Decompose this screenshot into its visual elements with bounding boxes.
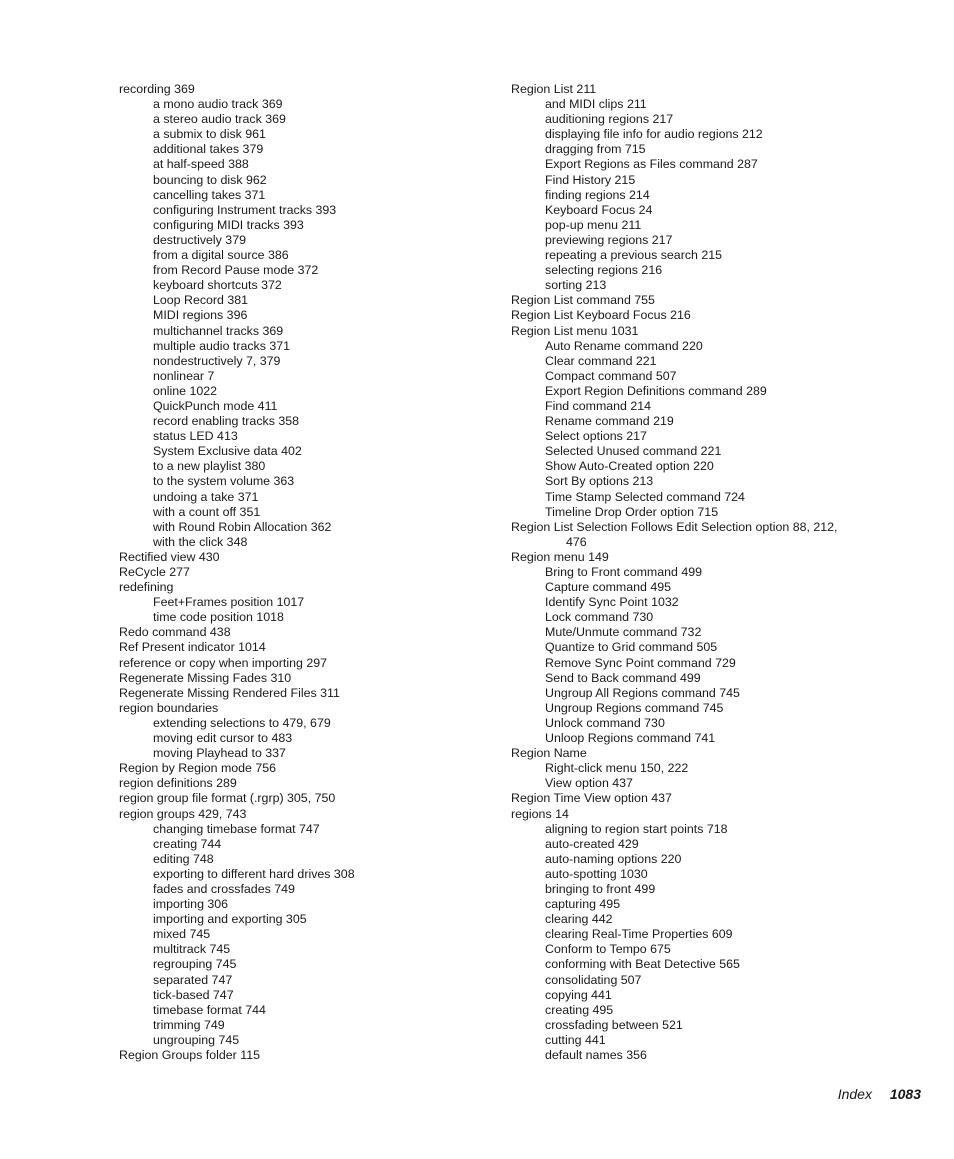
footer-section-label: Index: [837, 1086, 872, 1102]
index-subentry: QuickPunch mode 411: [153, 398, 278, 413]
index-subentry: with a count off 351: [153, 504, 261, 519]
index-subentry: a submix to disk 961: [153, 127, 266, 142]
index-subentry: mixed 745: [153, 927, 211, 942]
index-subentry: Identify Sync Point 1032: [545, 595, 679, 610]
index-entry: Region Groups folder 115: [119, 1048, 260, 1062]
index-subentry: with the click 348: [153, 534, 248, 549]
index-subentry: importing 306: [153, 897, 229, 912]
index-subentry: creating 744: [153, 836, 222, 851]
index-subentry: Selected Unused command 221: [545, 444, 722, 459]
index-subentry: a mono audio track 369: [153, 97, 283, 112]
index-subentry: auto-spotting 1030: [545, 866, 648, 881]
index-entry: recording 369: [119, 82, 195, 96]
index-subentry: creating 495: [545, 1002, 614, 1017]
index-subentry: auditioning regions 217: [545, 112, 674, 127]
index-subentry: to the system volume 363: [153, 474, 295, 489]
index-subentry: Feet+Frames position 1017: [153, 595, 305, 610]
index-subentry: previewing regions 217: [545, 232, 673, 247]
index-subentry: Ungroup All Regions command 745: [545, 685, 740, 700]
index-subentry: capturing 495: [545, 897, 621, 912]
index-subentry: from a digital source 386: [153, 248, 289, 263]
index-column-left: [119, 82, 509, 1063]
index-subentry: nonlinear 7: [153, 368, 215, 383]
index-subentry: destructively 379: [153, 232, 246, 247]
index-subentry: configuring MIDI tracks 393: [153, 217, 304, 232]
index-entry: ReCycle 277: [119, 565, 190, 579]
index-subentry: cutting 441: [545, 1032, 606, 1047]
index-subentry: keyboard shortcuts 372: [153, 278, 282, 293]
index-subentry: time code position 1018: [153, 610, 284, 625]
index-subentry: changing timebase format 747: [153, 821, 320, 836]
index-subentry: crossfading between 521: [545, 1017, 683, 1032]
index-subentry: Find command 214: [545, 398, 652, 413]
index-subentry: selecting regions 216: [545, 263, 663, 278]
index-subentry: Show Auto-Created option 220: [545, 459, 714, 474]
index-subentry: auto-naming options 220: [545, 851, 682, 866]
index-subentry: View option 437: [545, 776, 633, 791]
index-subentry: Loop Record 381: [153, 293, 249, 308]
index-subentry: Quantize to Grid command 505: [545, 640, 718, 655]
index-subentry: displaying file info for audio regions 212: [545, 127, 763, 142]
index-entry: Regenerate Missing Rendered Files 311: [119, 685, 340, 700]
index-subentry: Keyboard Focus 24: [545, 202, 653, 217]
index-subentry: dragging from 715: [545, 142, 646, 157]
index-subentry: Find History 215: [545, 172, 636, 187]
index-subentry: multitrack 745: [153, 942, 231, 957]
index-subentry: repeating a previous search 215: [545, 248, 723, 263]
index-entry: Region Time View option 437: [511, 791, 672, 806]
page-number: 1083: [889, 1086, 921, 1102]
index-subentry: at half-speed 388: [153, 157, 249, 172]
index-subentry: sorting 213: [545, 278, 607, 293]
index-subentry: Bring to Front command 499: [545, 565, 703, 579]
index-entry: Region menu 149: [511, 549, 609, 564]
index-subentry: timebase format 744: [153, 1002, 266, 1017]
index-subentry: a stereo audio track 369: [153, 112, 286, 127]
index-subentry: nondestructively 7, 379: [153, 353, 281, 368]
index-subentry: ungrouping 745: [153, 1032, 240, 1047]
index-subentry: multichannel tracks 369: [153, 323, 284, 338]
index-entry: Region by Region mode 756: [119, 761, 277, 776]
index-subentry: conforming with Beat Detective 565: [545, 957, 740, 972]
index-subentry: configuring Instrument tracks 393: [153, 202, 337, 217]
index-subentry: Clear command 221: [545, 353, 657, 368]
index-entry: reference or copy when importing 297: [119, 655, 328, 670]
index-subentry: Export Regions as Files command 287: [545, 157, 758, 172]
index-subentry: Auto Rename command 220: [545, 338, 703, 353]
index-subentry: separated 747: [153, 972, 233, 987]
index-subentry: fades and crossfades 749: [153, 881, 295, 896]
index-entry: Region List menu 1031: [511, 323, 639, 338]
index-entry: regions 14: [511, 806, 569, 821]
index-subentry: with Round Robin Allocation 362: [153, 519, 332, 534]
index-subentry: clearing Real-Time Properties 609: [545, 927, 733, 942]
index-entry: Region List 211: [511, 82, 597, 96]
index-subentry: cancelling takes 371: [153, 187, 266, 202]
index-subentry: Export Region Definitions command 289: [545, 383, 767, 398]
index-entry: region boundaries: [119, 700, 219, 715]
index-subentry: copying 441: [545, 987, 612, 1002]
index-subentry: Right-click menu 150, 222: [545, 761, 689, 776]
index-subentry: Unloop Regions command 741: [545, 731, 716, 746]
index-subentry: Lock command 730: [545, 610, 654, 625]
index-entry: Region List Selection Follows Edit Selection option 88, 212,: [511, 519, 838, 534]
index-subentry: auto-created 429: [545, 836, 639, 851]
index-entry: Region List command 755: [511, 293, 655, 308]
index-entry: Region List Keyboard Focus 216: [511, 308, 691, 323]
index-subentry: extending selections to 479, 679: [153, 715, 331, 730]
index-subentry: regrouping 745: [153, 957, 237, 972]
index-entry: redefining: [119, 580, 174, 595]
index-subentry: Unlock command 730: [545, 715, 665, 730]
index-subentry: clearing 442: [545, 912, 613, 927]
index-entry: region groups 429, 743: [119, 806, 247, 821]
index-subentry: MIDI regions 396: [153, 308, 248, 323]
index-entry: Regenerate Missing Fades 310: [119, 670, 292, 685]
index-subentry: Remove Sync Point command 729: [545, 655, 736, 670]
index-subentry: Sort By options 213: [545, 474, 654, 489]
index-entry: Ref Present indicator 1014: [119, 640, 266, 655]
index-entry: Rectified view 430: [119, 549, 220, 564]
index-subentry: to a new playlist 380: [153, 459, 266, 474]
index-subentry: moving Playhead to 337: [153, 746, 286, 761]
index-subentry: consolidating 507: [545, 972, 642, 987]
index-entry: Redo command 438: [119, 625, 231, 640]
index-subentry: bouncing to disk 962: [153, 172, 267, 187]
index-subentry: trimming 749: [153, 1017, 225, 1032]
index-column-right: [511, 82, 891, 1063]
index-entry: Region Name: [511, 746, 587, 761]
index-subentry: online 1022: [153, 383, 218, 398]
index-entry-continuation: 476: [566, 534, 587, 549]
index-subentry: Timeline Drop Order option 715: [545, 504, 719, 519]
index-subentry: moving edit cursor to 483: [153, 731, 293, 746]
index-subentry: and MIDI clips 211: [545, 97, 647, 112]
index-subentry: pop-up menu 211: [545, 217, 642, 232]
index-subentry: undoing a take 371: [153, 489, 259, 504]
index-subentry: Send to Back command 499: [545, 670, 701, 685]
index-subentry: aligning to region start points 718: [545, 821, 728, 836]
index-subentry: Capture command 495: [545, 580, 672, 595]
index-subentry: multiple audio tracks 371: [153, 338, 291, 353]
index-subentry: Rename command 219: [545, 414, 674, 429]
index-subentry: status LED 413: [153, 429, 238, 444]
index-subentry: Compact command 507: [545, 368, 677, 383]
index-entry: region group file format (.rgrp) 305, 750: [119, 791, 336, 806]
index-subentry: Select options 217: [545, 429, 647, 444]
index-subentry: Ungroup Regions command 745: [545, 700, 724, 715]
index-subentry: Time Stamp Selected command 724: [545, 489, 745, 504]
index-subentry: Conform to Tempo 675: [545, 942, 671, 957]
index-subentry: editing 748: [153, 851, 214, 866]
index-subentry: record enabling tracks 358: [153, 414, 300, 429]
index-subentry: bringing to front 499: [545, 881, 656, 896]
index-subentry: default names 356: [545, 1048, 647, 1062]
index-subentry: exporting to different hard drives 308: [153, 866, 355, 881]
page-footer: [838, 1086, 921, 1102]
index-entry: region definitions 289: [119, 776, 237, 791]
index-subentry: additional takes 379: [153, 142, 264, 157]
index-subentry: importing and exporting 305: [153, 912, 307, 927]
index-subentry: System Exclusive data 402: [153, 444, 302, 459]
index-subentry: finding regions 214: [545, 187, 650, 202]
index-subentry: from Record Pause mode 372: [153, 263, 319, 278]
index-subentry: tick-based 747: [153, 987, 234, 1002]
index-subentry: Mute/Unmute command 732: [545, 625, 702, 640]
